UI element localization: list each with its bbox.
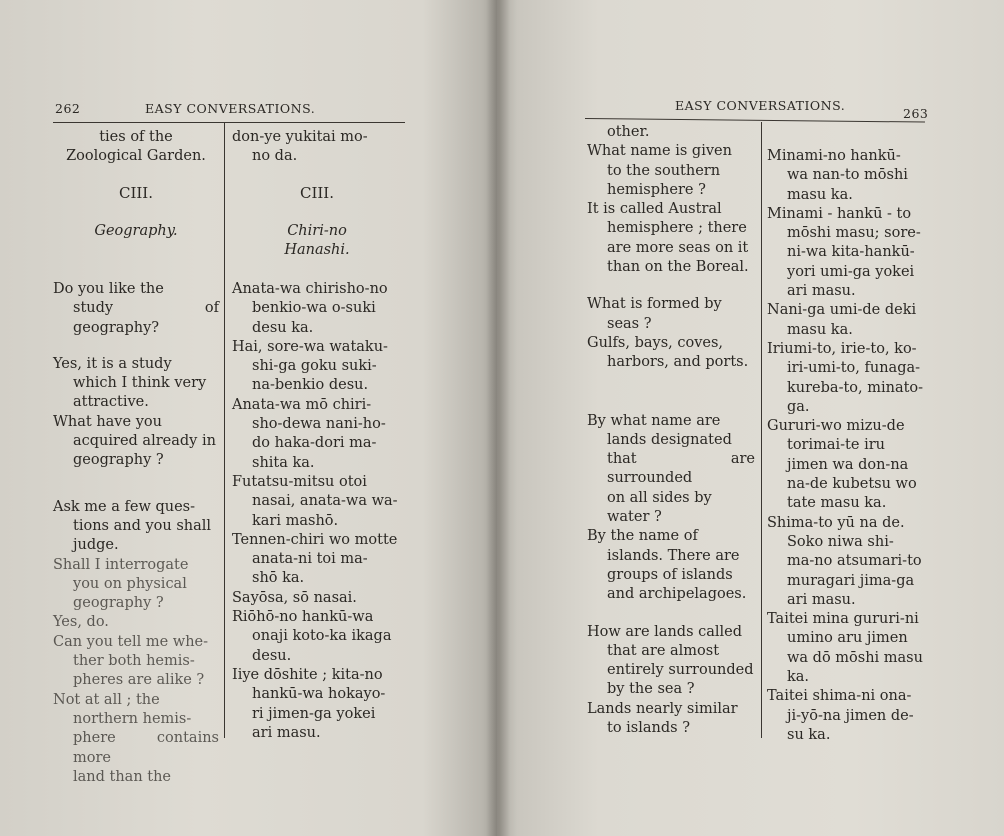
column-divider xyxy=(224,123,225,738)
header-rule xyxy=(53,122,405,123)
question: Tennen-chiri wo motte anata-ni toi ma- shō ka. xyxy=(232,531,398,587)
left-page xyxy=(0,0,497,836)
question: Minami-no hankū- wa nan-to mōshi masu ka. xyxy=(767,148,908,203)
english-dialogue xyxy=(53,280,219,787)
question: What name is given to the southern hemisphere ? xyxy=(587,143,732,198)
running-head: EASY CONVERSATIONS. xyxy=(145,101,316,116)
question: What have you acquired already in geography ? xyxy=(53,413,216,469)
answer: Ask me a few ques- tions and you shall judge. xyxy=(53,498,212,554)
continued-text: other. xyxy=(607,124,650,140)
question: Anata-wa mō chiri- sho-dewa nani-ho- do haka-dori ma- shita ka. xyxy=(232,396,386,471)
answer: Minami - hankū - to mōshi masu; sore- ni-wa kita-hankū- yori umi-ga yokei ari masu. xyxy=(767,205,921,300)
section-number: CIII. xyxy=(118,184,154,202)
question: Do you like the study of geography? xyxy=(53,281,219,336)
question: Can you tell me whe- ther both hemis- pheres are alike ? xyxy=(53,633,209,689)
answer: Not at all ; the northern hemis- phere contains more land than the xyxy=(53,691,219,785)
question: By what name are lands designated that are surrounded on all sides by water ? xyxy=(587,412,755,526)
answer: Iriumi-to, irie-to, ko- iri-umi-to, funaga- kureba-to, minato- ga. xyxy=(767,340,924,415)
answer: Futatsu-mitsu otoi nasai, anata-wa wa- kari mashō. xyxy=(232,473,398,529)
english-column xyxy=(587,123,755,738)
japanese-dialogue xyxy=(232,280,402,743)
question: Anata-wa chirisho-no benkio-wa o-suki desu ka. xyxy=(232,281,388,336)
page-number: 262 xyxy=(55,101,81,116)
running-head: EASY CONVERSATIONS. xyxy=(675,98,846,113)
continued-text: don-ye yukitai mo- no da. xyxy=(232,129,368,165)
answer: Iiye dōshite ; kita-no hankū-wa hokayo- ri jimen-ga yokei ari masu. xyxy=(232,666,386,741)
answer: Shima-to yū na de. Soko niwa shi- ma-no atsumari-to muragari jima-ga ari masu. xyxy=(767,514,922,608)
column-divider xyxy=(761,122,762,738)
answer: Lands nearly similar to islands ? xyxy=(587,700,738,737)
page-number: 263 xyxy=(903,106,929,121)
header-rule xyxy=(585,118,925,123)
question: Riōhō-no hankū-wa onaji koto-ka ikaga desu. xyxy=(232,609,392,664)
answer: Gulfs, bays, coves, harbors, and ports. xyxy=(587,334,749,371)
section-number: CIII. xyxy=(299,184,335,202)
answer: Yes, do. xyxy=(53,614,109,631)
question: What is formed by seas ? xyxy=(587,296,722,332)
section-title: Chiri-no Hanashi. xyxy=(284,223,350,259)
book-gutter xyxy=(486,0,510,836)
question: Shall I interrogate you on physical geography ? xyxy=(53,556,189,612)
right-page xyxy=(497,0,1004,836)
question: Taitei mina gururi-ni umino aru jimen wa dō mōshi masu ka. xyxy=(767,611,923,686)
question: How are lands called that are almost entirely surrounded by the sea ? xyxy=(587,623,754,698)
answer: Hai, sore-wa wataku- shi-ga goku suki- na-benkio desu. xyxy=(232,338,388,394)
question: Nani-ga umi-de deki masu ka. xyxy=(767,302,917,338)
answer: By the name of islands. There are groups of islands and archipelagoes. xyxy=(587,528,747,603)
answer: Taitei shima-ni ona- ji-yō-na jimen de- su ka. xyxy=(767,688,914,743)
question: Gururi-wo mizu-de torimai-te iru jimen wa don-na na-de kubetsu wo tate masu ka. xyxy=(767,418,917,512)
answer: It is called Austral hemisphere ; there are more seas on it than on the Boreal. xyxy=(587,201,749,276)
japanese-column xyxy=(232,128,402,167)
answer: Yes, it is a study which I think very attractive. xyxy=(53,355,207,411)
english-column xyxy=(53,128,219,167)
japanese-column xyxy=(767,147,925,745)
section-title: Geography. xyxy=(94,223,178,239)
answer: Sayōsa, sō nasai. xyxy=(232,589,357,606)
continued-text: ties of the Zoological Garden. xyxy=(66,129,206,165)
